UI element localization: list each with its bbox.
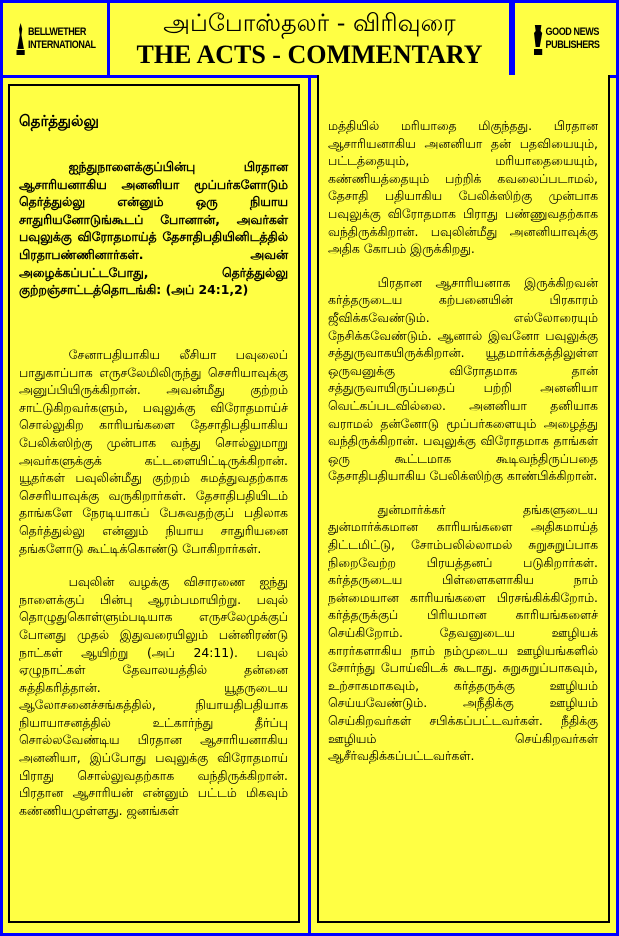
title-english: THE ACTS - COMMENTARY bbox=[136, 40, 483, 69]
section-heading: தெர்த்துல்லு bbox=[19, 112, 99, 130]
left-paragraph-1: சேனாபதியாகிய லீசியா பவுலைப் பாதுகாப்பாக எருசலேமிலிருந்து செசரியாவுக்கு அனுப்பியிருக்கிறான். அவன்மீது குற்றம் சாட்டுகிறவர்களும், பவுலுக்கு விரோதமாய்ச் சொல்லுகிற காரியங்களை தேசாதிபதியாகிய பேலிக்ஸிற்கு முன்பாக வந்து சொல்லுமாறு அவர்களுக்குக் கட்டளையிட்டிருக்கிறான். யூதர்கள் பவுலின்மீது குற்றம் சுமத்துவதற்காக செசரியாவுக்கு வருகிறார்கள். தேசாதிபதியிடம் தாங்களே நேரடியாகப் பேசுவதற்குப் பதிலாக தெர்த்துல்லு என்னும் நியாய சாதுரியனை தங்களோடு கூட்டிக்கொண்டு போகிறார்கள். bbox=[19, 347, 288, 556]
logo-left-text: BELLWETHER INTERNATIONAL bbox=[27, 26, 96, 51]
title-tamil: அப்போஸ்தலர் - விரிவுரை bbox=[163, 9, 456, 37]
right-paragraph-0: மத்தியில் மரியாதை மிகுந்தது. பிரதான ஆசாரியனாகிய அனனியா தன் பதவியையும், பட்டத்தையும், மரியாதையையும், கண்ணியத்தையும் பற்றிக் கவலைப்படாமல், தேசாதி பதியாகிய பேலிக்ஸிற்கு முன்பாக பவுலுக்கு விரோதமாக பிராது பண்ணுவதற்காக வந்திருக்கிறான். பவுலின்மீது அனனியாவுக்கு அதிக கோபம் இருக்கிறது. bbox=[328, 118, 598, 257]
left-paragraph-2: பவுலின் வழக்கு விசாரணை ஐந்து நாளைக்குப் பின்பு ஆரம்பமாயிற்று. பவுல் தொழுதுகொள்ளும்படியாக எருசலேமுக்குப் போனது முதல் இதுவரையிலும் பன்னிரண்டு நாட்கள் ஆயிற்று (அப் 24:11). பவுல் ஏழுநாட்கள் தேவாலயத்தில் தன்னை சுத்திகரித்தான். யூதருடைய ஆலோசனைச்சங்கத்தில், நியாயதிபதியாக நியாயாசனத்தில் உட்கார்ந்து தீர்ப்பு சொல்லவேண்டிய பிரதான ஆசாரியனாகிய அனனியா, இப்போது பவுலுக்கு விரோதமாய் பிராது சொல்லுவதற்காக வந்திருக்கிறான். பிரதான ஆசாரியன் என்னும் பட்டம் மிகவும் கண்ணியமுள்ளது. ஜனங்கள் bbox=[19, 574, 288, 818]
right-paragraph-1: பிரதான ஆசாரியனாக இருக்கிறவன் கர்த்தருடைய கற்பனையின் பிரகாரம் ஜீவிக்கவேண்டும். எல்லோரையும் நேசிக்கவேண்டும். ஆனால் இவனோ பவுலுக்கு சத்துருவாகயிருக்கிறான். யூதமார்க்கத்திலுள்ள ஒருவனுக்கு விரோதமாக தான் சத்துருவாயிருப்பதைப் பற்றி அனனியா வெட்கப்படவில்லை. அனனியா தனியாக வராமல் தன்னோடு மூப்பர்களையும் அழைத்து வந்திருக்கிறான். பவுலுக்கு விரோதமாக தாங்கள் ஒரு கூட்டமாக கூடிவந்திருப்பதை தேசாதிபதியாகிய பேலிக்ஸிற்கு காண்பிக்கிறான். bbox=[328, 274, 598, 484]
right-paragraph-2: துன்மார்க்கர் தங்களுடைய துன்மார்க்கமான காரியங்களை அதிகமாய்த் திட்டமிட்டு, சோம்பலில்லாமல் சுறுசுறுப்பாக நிறைவேற்ற பிரயத்தனப் படுகிறார்கள். கர்த்தருடைய பிள்ளைகளாகிய நாம் நன்மையான காரியங்களை பிரசங்கிக்கிறோம். கர்த்தருக்குப் பிரியமான காரியங்களைச் செய்கிறோம். தேவனுடைய ஊழியக் காரர்களாகிய நாம் நம்முடைய ஊழியங்களில் சோர்ந்து போய்விடக் கூடாது. சுறுசுறுப்பாகவும், உற்சாகமாகவும், கர்த்தருக்கு ஊழியம் செய்யவேண்டும். அநீதிக்கு ஊழியம் செய்கிறவர்கள் சபிக்கப்பட்டவர்கள். நீதிக்கு ஊழியம் செய்கிறவர்கள் ஆசீர்வதிக்கப்பட்டவர்கள். bbox=[328, 501, 598, 764]
logo-right-text: GOOD NEWS PUBLISHERS bbox=[545, 26, 600, 51]
intro-paragraph: ஐந்துநாளைக்குப்பின்பு பிரதான ஆசாரியனாகிய அனனியா மூப்பர்களோடும் தெர்த்துல்லு என்னும் ஒரு நியாய சாதுரியனோடுங்கூடப் போனான், அவர்கள் பவுலுக்கு விரோதமாய்த் தேசாதிபதியினிடத்தில் பிரதாபண்ணினார்கள். அவன் அழைக்கப்பட்டபோது, தெர்த்துல்லு குற்றஞ்சாட்டத்தொடங்கி: (அப் 24:1,2) bbox=[19, 159, 288, 298]
